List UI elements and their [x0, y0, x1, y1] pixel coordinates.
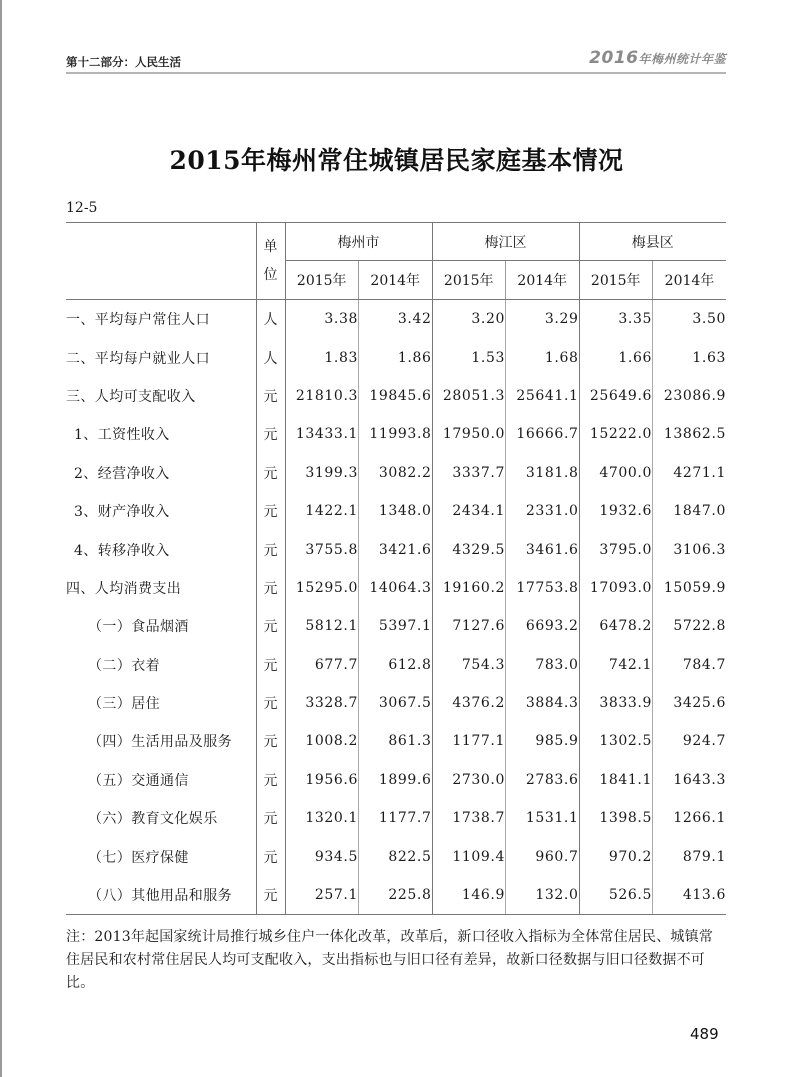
cell-value: 970.2: [579, 837, 653, 875]
cell-value: 1177.1: [432, 722, 506, 760]
header-region: 梅县区: [579, 223, 726, 261]
row-label: 2、经营净收入: [74, 465, 170, 482]
table-row: [66, 377, 726, 415]
table-row: [66, 799, 726, 837]
cell-value: 1932.6: [579, 492, 653, 530]
header-row-regions: [66, 223, 726, 261]
cell-value: 1643.3: [653, 761, 727, 799]
footnote: 注：2013年起国家统计局推行城乡住户一体化改革，改革后，新口径收入指标为全体常住居民、城镇常住居民和农村常住居民人均可支配收入，支出指标也与旧口径有差异，故新口径数据与旧口径数据不可比。: [66, 929, 714, 991]
header-unit-char: 单: [263, 239, 278, 255]
row-label: 四、人均消费支出: [66, 580, 182, 597]
row-unit: 元: [256, 684, 285, 722]
cell-value: 413.6: [653, 876, 727, 915]
row-label: 1、工资性收入: [74, 427, 170, 444]
table-row: [66, 761, 726, 799]
cell-value: 1.53: [432, 338, 506, 376]
cell-value: 677.7: [285, 646, 359, 684]
cell-value: 3.35: [579, 300, 653, 339]
table-row: [66, 415, 726, 453]
cell-value: 16666.7: [506, 415, 580, 453]
cell-value: 3328.7: [285, 684, 359, 722]
table-row: [66, 569, 726, 607]
yearbook-year: 2016: [589, 48, 639, 68]
row-unit: 元: [256, 492, 285, 530]
cell-value: 132.0: [506, 876, 580, 915]
cell-value: 1899.6: [359, 761, 433, 799]
header-year: 2015年: [432, 261, 506, 300]
cell-value: 4329.5: [432, 530, 506, 568]
row-label: 一、平均每户常住人口: [66, 312, 210, 329]
cell-value: 17753.8: [506, 569, 580, 607]
header-region: 梅江区: [432, 223, 579, 261]
header-year: 2015年: [285, 261, 359, 300]
cell-value: 1422.1: [285, 492, 359, 530]
cell-value: 28051.3: [432, 377, 506, 415]
row-unit: 人: [256, 338, 285, 376]
cell-value: 21810.3: [285, 377, 359, 415]
cell-value: 1738.7: [432, 799, 506, 837]
row-unit: 元: [256, 876, 285, 915]
data-table: [66, 222, 726, 915]
row-unit: 元: [256, 722, 285, 760]
cell-value: 2783.6: [506, 761, 580, 799]
cell-value: 25641.1: [506, 377, 580, 415]
cell-value: 1320.1: [285, 799, 359, 837]
cell-value: 960.7: [506, 837, 580, 875]
cell-value: 19845.6: [359, 377, 433, 415]
row-label: （六）教育文化娱乐: [88, 811, 218, 828]
cell-value: 924.7: [653, 722, 727, 760]
row-label: （二）衣着: [88, 657, 160, 674]
header-unit: [256, 223, 285, 300]
cell-value: 742.1: [579, 646, 653, 684]
cell-value: 1177.7: [359, 799, 433, 837]
cell-value: 1956.6: [285, 761, 359, 799]
cell-value: 1109.4: [432, 837, 506, 875]
row-label: （七）医疗保健: [88, 849, 189, 866]
table-row: [66, 492, 726, 530]
cell-value: 1.66: [579, 338, 653, 376]
cell-value: 3067.5: [359, 684, 433, 722]
cell-value: 3082.2: [359, 454, 433, 492]
cell-value: 1841.1: [579, 761, 653, 799]
cell-value: 3421.6: [359, 530, 433, 568]
cell-value: 13862.5: [653, 415, 727, 453]
cell-value: 3181.8: [506, 454, 580, 492]
cell-value: 2434.1: [432, 492, 506, 530]
header-year: 2015年: [579, 261, 653, 300]
cell-value: 14064.3: [359, 569, 433, 607]
cell-value: 225.8: [359, 876, 433, 915]
table-row: [66, 684, 726, 722]
cell-value: 1302.5: [579, 722, 653, 760]
cell-value: 3833.9: [579, 684, 653, 722]
cell-value: 3.38: [285, 300, 359, 339]
cell-value: 5812.1: [285, 607, 359, 645]
row-unit: 元: [256, 530, 285, 568]
cell-value: 25649.6: [579, 377, 653, 415]
page-title: 2015年梅州常住城镇居民家庭基本情况: [169, 146, 624, 175]
cell-value: 1.63: [653, 338, 727, 376]
header-year: 2014年: [359, 261, 433, 300]
cell-value: 3.50: [653, 300, 727, 339]
cell-value: 934.5: [285, 837, 359, 875]
table-row: [66, 454, 726, 492]
table-row: [66, 876, 726, 915]
cell-value: 1398.5: [579, 799, 653, 837]
cell-value: 3.20: [432, 300, 506, 339]
yearbook-name: [589, 48, 726, 68]
row-label: 4、转移净收入: [74, 542, 170, 559]
table-row: [66, 646, 726, 684]
cell-value: 6693.2: [506, 607, 580, 645]
cell-value: 15222.0: [579, 415, 653, 453]
row-label: 三、人均可支配收入: [66, 388, 196, 405]
cell-value: 1847.0: [653, 492, 727, 530]
cell-value: 1.68: [506, 338, 580, 376]
row-unit: 元: [256, 377, 285, 415]
cell-value: 7127.6: [432, 607, 506, 645]
cell-value: 3795.0: [579, 530, 653, 568]
cell-value: 3.42: [359, 300, 433, 339]
header-year: 2014年: [653, 261, 727, 300]
row-label: （四）生活用品及服务: [88, 734, 232, 751]
cell-value: 3106.3: [653, 530, 727, 568]
cell-value: 13433.1: [285, 415, 359, 453]
row-unit: 元: [256, 646, 285, 684]
row-unit: 元: [256, 569, 285, 607]
cell-value: 985.9: [506, 722, 580, 760]
row-label: 二、平均每户就业人口: [66, 350, 210, 367]
cell-value: 754.3: [432, 646, 506, 684]
row-label: （一）食品烟酒: [88, 619, 189, 636]
cell-value: 879.1: [653, 837, 727, 875]
table-body: [66, 300, 726, 915]
cell-value: 19160.2: [432, 569, 506, 607]
running-head: [66, 50, 726, 74]
cell-value: 612.8: [359, 646, 433, 684]
table-row: [66, 530, 726, 568]
cell-value: 1348.0: [359, 492, 433, 530]
cell-value: 257.1: [285, 876, 359, 915]
cell-value: 23086.9: [653, 377, 727, 415]
cell-value: 17950.0: [432, 415, 506, 453]
row-unit: 元: [256, 415, 285, 453]
cell-value: 3461.6: [506, 530, 580, 568]
section-name: 第十二部分：人民生活: [66, 55, 181, 69]
cell-value: 3337.7: [432, 454, 506, 492]
cell-value: 2331.0: [506, 492, 580, 530]
cell-value: 1531.1: [506, 799, 580, 837]
cell-value: 3884.3: [506, 684, 580, 722]
page-number: 489: [690, 1025, 719, 1043]
cell-value: 11993.8: [359, 415, 433, 453]
cell-value: 15295.0: [285, 569, 359, 607]
cell-value: 6478.2: [579, 607, 653, 645]
cell-value: 4271.1: [653, 454, 727, 492]
row-unit: 元: [256, 607, 285, 645]
row-label: （三）居住: [88, 696, 160, 713]
table-code: 12-5: [66, 200, 98, 216]
cell-value: 17093.0: [579, 569, 653, 607]
row-label: （五）交通通信: [88, 772, 189, 789]
yearbook-title: 年梅州统计年鉴: [638, 52, 726, 66]
header-year: 2014年: [506, 261, 580, 300]
cell-value: 1266.1: [653, 799, 727, 837]
cell-value: 5722.8: [653, 607, 727, 645]
table-row: [66, 338, 726, 376]
cell-value: 784.7: [653, 646, 727, 684]
cell-value: 861.3: [359, 722, 433, 760]
row-label: （八）其他用品和服务: [66, 876, 256, 915]
row-unit: 元: [256, 837, 285, 875]
cell-value: 146.9: [432, 876, 506, 915]
cell-value: 15059.9: [653, 569, 727, 607]
header-region: 梅州市: [285, 223, 432, 261]
table-row: [66, 837, 726, 875]
header-label-blank: [66, 223, 256, 300]
cell-value: 5397.1: [359, 607, 433, 645]
row-unit: 元: [256, 761, 285, 799]
cell-value: 2730.0: [432, 761, 506, 799]
cell-value: 822.5: [359, 837, 433, 875]
cell-value: 3199.3: [285, 454, 359, 492]
cell-value: 1.86: [359, 338, 433, 376]
table-row: [66, 722, 726, 760]
row-unit: 元: [256, 454, 285, 492]
cell-value: 526.5: [579, 876, 653, 915]
cell-value: 1.83: [285, 338, 359, 376]
cell-value: 783.0: [506, 646, 580, 684]
header-unit-char: 位: [263, 267, 278, 283]
row-unit: 人: [256, 300, 285, 339]
cell-value: 3.29: [506, 300, 580, 339]
row-unit: 元: [256, 799, 285, 837]
row-label: 3、财产净收入: [74, 504, 170, 521]
cell-value: 3425.6: [653, 684, 727, 722]
cell-value: 4376.2: [432, 684, 506, 722]
table-row: [66, 300, 726, 339]
cell-value: 4700.0: [579, 454, 653, 492]
cell-value: 1008.2: [285, 722, 359, 760]
table-row: [66, 607, 726, 645]
cell-value: 3755.8: [285, 530, 359, 568]
